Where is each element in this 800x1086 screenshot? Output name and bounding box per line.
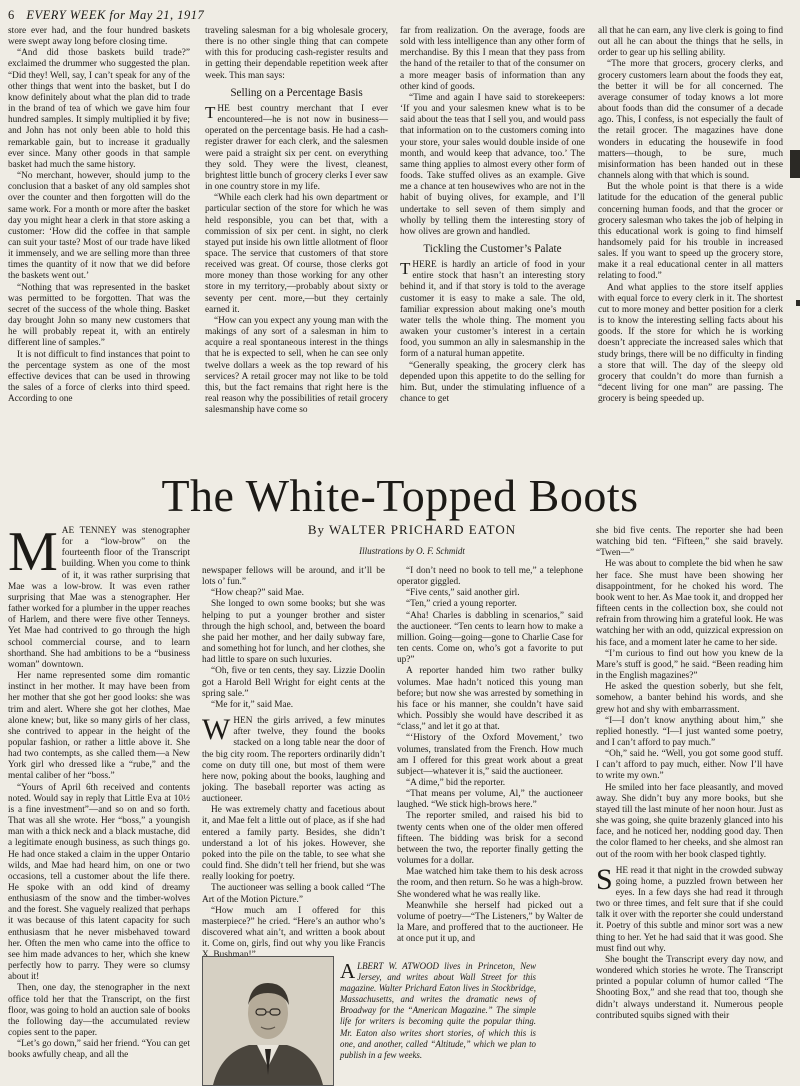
paragraph: she bid five cents. The reporter she had been watching bid ten. “Fifteen,” she said bravely. “Twen—” bbox=[596, 526, 783, 559]
binding-edge bbox=[796, 300, 800, 306]
story-byline: By WALTER PRICHARD EATON bbox=[307, 522, 517, 537]
story-column-3 bbox=[397, 566, 583, 945]
top-column-4 bbox=[598, 26, 783, 405]
paragraph: “Me for it,” said Mae. bbox=[211, 699, 294, 710]
paragraph bbox=[202, 713, 385, 805]
paragraph: “‘History of the Oxford Movement,’ two volumes, translated from the French. How much am I offered for this great work about a great subject—whatever it is,” said the auctioneer. bbox=[397, 733, 583, 777]
paragraph: He asked the question soberly, but she felt, somehow, a banter behind his words, and she grew hot and shy with embarrassment. bbox=[596, 682, 783, 715]
running-head: EVERY WEEK for May 21, 1917 bbox=[26, 8, 205, 22]
paragraph: “A dime,” bid the reporter. bbox=[406, 777, 506, 788]
paragraph: A reporter handed him two rather bulky volumes. Mae hadn’t noticed this young man before; but now she was arrested by something in his face or his manner, she couldn’t have said which. Possibly she would have described it as “class,” and let it go at that. bbox=[397, 666, 583, 733]
paragraph: She bought the Transcript every day now, and wondered which stories he wrote. The Transcript printed a popular column of humor called “The Shooting Box,” and she read that too, though she didn’t always understand it. Numerous people contributed squibs signed with their bbox=[596, 954, 783, 1021]
paragraph: She longed to own some books; but she was helping to put a younger brother and sister through the high school, and, between the board she paid her mother, and her daily subway fare, and something hot for lunch, and her clothes, she had little to spare on such luxuries. bbox=[202, 599, 385, 666]
paragraph: “How can you expect any young man with the makings of any sort of a salesman in him to acquire a real spontaneous interest in the things that he is expected to sell, when he can see only twelve dollars a week as the top reward of his services? A retail grocer may not like to be told this, but the fact remains that right here is the real reason why the possibilities of retail grocery salesmanship have come so bbox=[205, 315, 388, 416]
paragraph: “Generally speaking, the grocery clerk has depended upon this appetite to do the selling for him. But, under the stimulating influence of a chance to get bbox=[400, 360, 585, 404]
paragraph: “Nothing that was represented in the basket was permitted to be forgotten. That was the secret of the success of the whole thing. Basket day brought John so many new customers that he will probably repeat it, with an entirely different line of samples.” bbox=[8, 282, 190, 349]
page-number: 6 bbox=[8, 8, 15, 22]
paragraph: “I don’t need no book to tell me,” a telephone operator giggled. bbox=[397, 566, 583, 588]
drop-cap: T bbox=[205, 102, 216, 122]
paragraph: all that he can earn, any live clerk is going to find out all he can about the things that he sells, in order to gear up his selling ability. bbox=[598, 26, 783, 59]
paragraph: “Time and again I have said to storekeepers: ‘If you and your salesmen knew what is to be said about the teas that I sell you, and would pass that information on to the customers coming into your store, your sales would double inside of one month, and would keep that advance, too.’ The same thing applies to almost every other form of foods. Take stuffed olives as an example. Give me a chance at ten housewives who are not in the habit of buying olives, for example, and I’ll undertake to sell seven of them simply and wholly by telling them the interesting story of how olives are grown and handled. bbox=[400, 92, 585, 237]
paragraph: “Oh,” said he. “Well, you got some good stuff. I can’t afford to pay much, either. Now I’ll have to write my own.” bbox=[596, 749, 783, 782]
drop-cap: A bbox=[340, 959, 356, 983]
paragraph: “Oh, five or ten cents, they say. Lizzie Doolin got a Harold Bell Wright for eight cents at the spring sale.” bbox=[202, 666, 385, 699]
paragraph: “Five cents,” said another girl. bbox=[406, 588, 520, 599]
paragraph: The auctioneer was selling a book called “The Art of the Motion Picture.” bbox=[202, 883, 385, 905]
top-column-3 bbox=[400, 26, 585, 405]
paragraph: Mae watched him take them to his desk across the room, and then return. So he was a high-brow. She wondered what he was really like. bbox=[397, 867, 583, 900]
paragraph: It is not difficult to find instances that point to the percentage system as one of the most effective devices that can be used in throwing the sales of a force of clerks into third speed. According to one bbox=[8, 349, 190, 405]
top-column-1 bbox=[8, 26, 190, 405]
drop-cap: W bbox=[202, 713, 231, 747]
paragraph: “How much am I offered for this masterpiece?” he cried. “Here’s an author who’s discovered what ain’t, and written a book about it. Come on, girls, find out why you like Francis bbox=[202, 905, 385, 950]
paragraph: He was about to complete the bid when he saw her face. She must have been showing her disappointment, for he choked his word. The book went to her. As Mae took it, and dropped her fifteen cents in the collection box, she could not refrain from throwing him a grateful look. He was watching her with an odd, quizzical expression on his face, and a moment later he came to her side. bbox=[596, 559, 783, 648]
author-bio bbox=[340, 961, 536, 1061]
paragraph-text: HERE is hardly an article of food in your entire stock that hasn’t an interesting story behind it, and if that story is told to the average customer it is easy to make a sale. The old, familiar expression about making one’s mouth water tells the whole thing. The moment you awaken your customer’s interest in a certain food, you summon an ally in salesmanship in the form of a natural human appetite. bbox=[400, 260, 585, 360]
top-column-2 bbox=[205, 26, 388, 416]
paragraph: “While each clerk had his own department or particular section of the store for which he was held responsible, you can bet that, with a commission of six per cent. in sight, no clerk stayed put inside his own little allotment of floor space. The service that customers of that store received was great. Of course, those clerks got more money than those working for any other store in my territory,—probably about sixty or seventy per cent. more,—but they certainly earned it. bbox=[205, 193, 388, 315]
paragraph: newspaper fellows will be around, and it’ll be lots o’ fun.” bbox=[202, 566, 385, 588]
paragraph bbox=[596, 862, 783, 955]
paragraph: “How cheap?” said Mae. bbox=[211, 588, 304, 599]
story-column-1 bbox=[8, 521, 190, 1062]
paragraph: “Let’s go down,” said her friend. “You can get books awfully cheap, and all the bbox=[8, 1039, 190, 1061]
story-title: The White-Topped Boots bbox=[161, 470, 639, 521]
paragraph: The reporter smiled, and raised his bid to twenty cents when one of the older men offered fifteen. The bidding was brisk for a second between the two, the reporter finally getting the volumes for a dollar. bbox=[397, 811, 583, 867]
illustration-credit: Illustrations by O. F. Schmidt bbox=[359, 546, 465, 556]
paragraph: traveling salesman for a big wholesale grocery, there is no other single thing that can compete with this for producing cash-register results and in getting their dependable repetition week after week. This man says: bbox=[205, 26, 388, 81]
paragraph: Her name represented some dim romantic instinct in her mother. It may have been from her mother that she got her good looks: she was trim and alert. Where she got her clothes, Mae alone knew; but, like so many girls of her class, she contrived to appear in the height of the popular fashion, or rather a little above it. She had two contempts, as she called them—a New York girl who dressed like a “rube,” and the mental caliber of her “boss.” bbox=[8, 671, 190, 782]
paragraph: But the whole point is that there is a wide latitude for the education of the general public concerning human foods, and that the grocer or grocery salesman who takes the job of helping in this educational work is going to find himself handsomely paid for his trouble in increased sales. If you want to speed up the grocery store, make it a real educational center in all matters relating to food.” bbox=[598, 182, 783, 282]
paragraph: Then, one day, the stenographer in the next office told her that the Transcript, on the first floor, was going to hold an auction sale of books the following day—the accumulated review copies sent to the paper. bbox=[8, 983, 190, 1039]
paragraph: “Ten,” cried a young reporter. bbox=[406, 599, 517, 610]
author-portrait bbox=[202, 956, 334, 1086]
paragraph: He smiled into her face pleasantly, and moved away. She didn’t buy any more books, but she stayed till the last minute of her noon hour. Just as she was going, she quite brazenly glanced into his face, and he noticed her, nodding good day. Then the color flamed to her cheeks, and she almost ran out of the room with her book clasped tightly. bbox=[596, 782, 783, 860]
drop-cap: M bbox=[8, 521, 58, 583]
paragraph: “No merchant, however, should jump to the conclusion that a basket of any old samples shot over the counter and then forgotten will do the same work. For a month or more after the basket day you might hear a clerk in that store asking a customer: ‘How did the coffee in that sample can suit your taste? Most of our trade have liked it immensely, and we are selling more than three times the quantity of it now that we did before the baskets went out.’ bbox=[8, 171, 190, 282]
story-column-2 bbox=[202, 566, 385, 961]
paragraph: Meanwhile she herself had picked out a volume of poetry—“The Listeners,” by Walter de la Mare, and proffered that to the auctioneer. He at once put it up, and bbox=[397, 900, 583, 945]
drop-cap: S bbox=[596, 862, 613, 896]
paragraph-text: HE best country merchant that I ever encountered—he is not now in business—operated on the percentage basis. He had a cash-register drawer for each clerk, and the salesmen were paid a straight six per cent. on everything they sold. They were the livest, cleanest, brightest little bunch of grocery clerks I ever saw in one country store in my life. bbox=[205, 103, 388, 193]
paragraph: far from realization. On the average, foods are sold with less intelligence than any other form of merchandise. By this I mean that they pass from the hand of the retailer to that of the consumer on a more meager basis of information than any other kind of goods. bbox=[400, 26, 585, 92]
paragraph: “The more that grocers, grocery clerks, and grocery customers learn about the foods they eat, the better it will be for all concerned. The average consumer of today knows a lot more about foods than did the consumer of a decade ago. This, I confess, is not especially the fault of the retail grocer. The magazines have done wonders in educating the housewife in food matters—though, to be sure, much misinformation has been handed out in these channels along with that which is sound. bbox=[598, 59, 783, 182]
section-heading: Selling on a Percentage Basis bbox=[230, 86, 363, 99]
paragraph: store ever had, and the four hundred baskets were swept away long before closing time. bbox=[8, 26, 190, 48]
paragraph-text: AE TENNEY was stenographer for a “low-brow” on the fourteenth floor of the Transcript building. When you come to think of it, it was rather surprising that Mae was a low-brow. It was even rather surprising that Mae was a stenographer. Her father worked for a plumber in the upper reaches of Harlem, and there were five other Tenneys. Yet Mae had contrived to go through the high school commercial course, and to learn shorthand. She had ambitions to be a “business woman” downtown. bbox=[8, 526, 190, 670]
paragraph: “I—I don’t know anything about him,” she replied honestly. “I—I just wanted some poetry, and I can’t afford to pay much.” bbox=[596, 715, 783, 748]
portrait-drawing bbox=[203, 957, 333, 1085]
paragraph bbox=[8, 521, 190, 671]
paragraph-text: HE read it that night in the crowded subway going home, a puzzled frown between her eyes. In a few days she had read it through two or three times, and felt sure that if she could talk it over with the reporter she could understand it. Poetry of this subtle and minor sort was a new thing to her. Yet he had said that it was good. She must find out why. bbox=[596, 865, 783, 954]
paragraph bbox=[205, 104, 388, 193]
paragraph: “And did those baskets build trade?” exclaimed the drummer who suggested the plan. “Did they! Well, say, I can’t speak for any of the other things that went into the basket, but I do know definitely about what the plan did to trade in the brand of tea of which we gave him four hundred samples. It simply multiplied it by five; and John has not only been able to hold this remarkable gain, but to increase it gradually ever since. Many other goods in that sample basket had much the same history. bbox=[8, 48, 190, 170]
bio-text: LBERT W. ATWOOD lives in Princeton, New Jersey, and writes about Wall Street for this magazine. Walter Prichard Eaton lives in Stockbridge, Massachusetts, and writes the dramatic news of Broadway for the “American Magazine.” The simple life for writers is becoming quite the popular thing. Mr. Eaton also writes short stories, of which this is one, and another, called “Altitude,” which we plan to publish in a few weeks. bbox=[340, 961, 536, 1060]
running-header bbox=[8, 8, 760, 24]
paragraph: “Aha! Charles is dabbling in scenarios,” said the auctioneer. “Ten cents to learn how to make a million. Going—going—gone to Charlie Case for ten cents. Come on, who’s got a favorite to put up?” bbox=[397, 610, 583, 666]
paragraph: “Yours of April 6th received and contents noted. Would say in reply that Little Eva at 10½ is a fine investment”—and so on and so forth. That was all she wrote. Her “boss,” a youngish man with a thick neck and a black mustache, did a legitimate enough business, as such things go. He had once staked a claim in the upper Ontario wilds, and Mae had heard him, on one or two occasions, tell a customer about the life there. He spoke with an odd kind of dreamy enthusiasm of the snow and the timber-wolves and the forest. She vaguely realized that perhaps it was because of this latent capacity for such enthusiasm that he never misbehaved toward her. Often the men who came into the office to see him made advances to her, which she knew perfectly how to parry. They were so clumsy about it! bbox=[8, 782, 190, 983]
story-column-4 bbox=[596, 526, 783, 1022]
paragraph: And what applies to the store itself applies with equal force to every clerk in it. The shortest cut to more money and better position for a clerk is to know the interesting selling facts about his goods. If the store for which he is working doesn’t appreciate the increased sales which that study brings, there will be no difficulty in finding a store that will. The day of the sleepy old grocery that couldn’t do more than furnish a “decent living for one man” are passing. The grocery is being speeded up. bbox=[598, 282, 783, 405]
section-heading: Tickling the Customer’s Palate bbox=[423, 242, 562, 255]
paragraph bbox=[400, 260, 585, 360]
drop-cap: T bbox=[400, 259, 411, 279]
binding-edge bbox=[790, 150, 800, 178]
paragraph-text: HEN the girls arrived, a few minutes after twelve, they found the books stacked on a long table near the door of the big city room. The reporters ordinarily didn’t come on duty till one, but most of them were here now, poking about the books, laughing and joking. The baseball reporter was acting as auctioneer. bbox=[202, 716, 385, 805]
paragraph: “That means per volume, Al,” the auctioneer laughed. “We stick high-brows here.” bbox=[397, 789, 583, 811]
paragraph: “I’m curious to find out how you knew de la Mare’s stuff is good,” he said. “Been reading him in the English magazines?” bbox=[596, 648, 783, 682]
paragraph: He was extremely chatty and facetious about it, and Mae felt a little out of place, as if she had entered a family party. Besides, she didn’t understand a lot of his jokes. However, she poked into the pile on the table, to see what she could find. She didn’t tell her friend, but she was really looking for poetry. bbox=[202, 805, 385, 883]
